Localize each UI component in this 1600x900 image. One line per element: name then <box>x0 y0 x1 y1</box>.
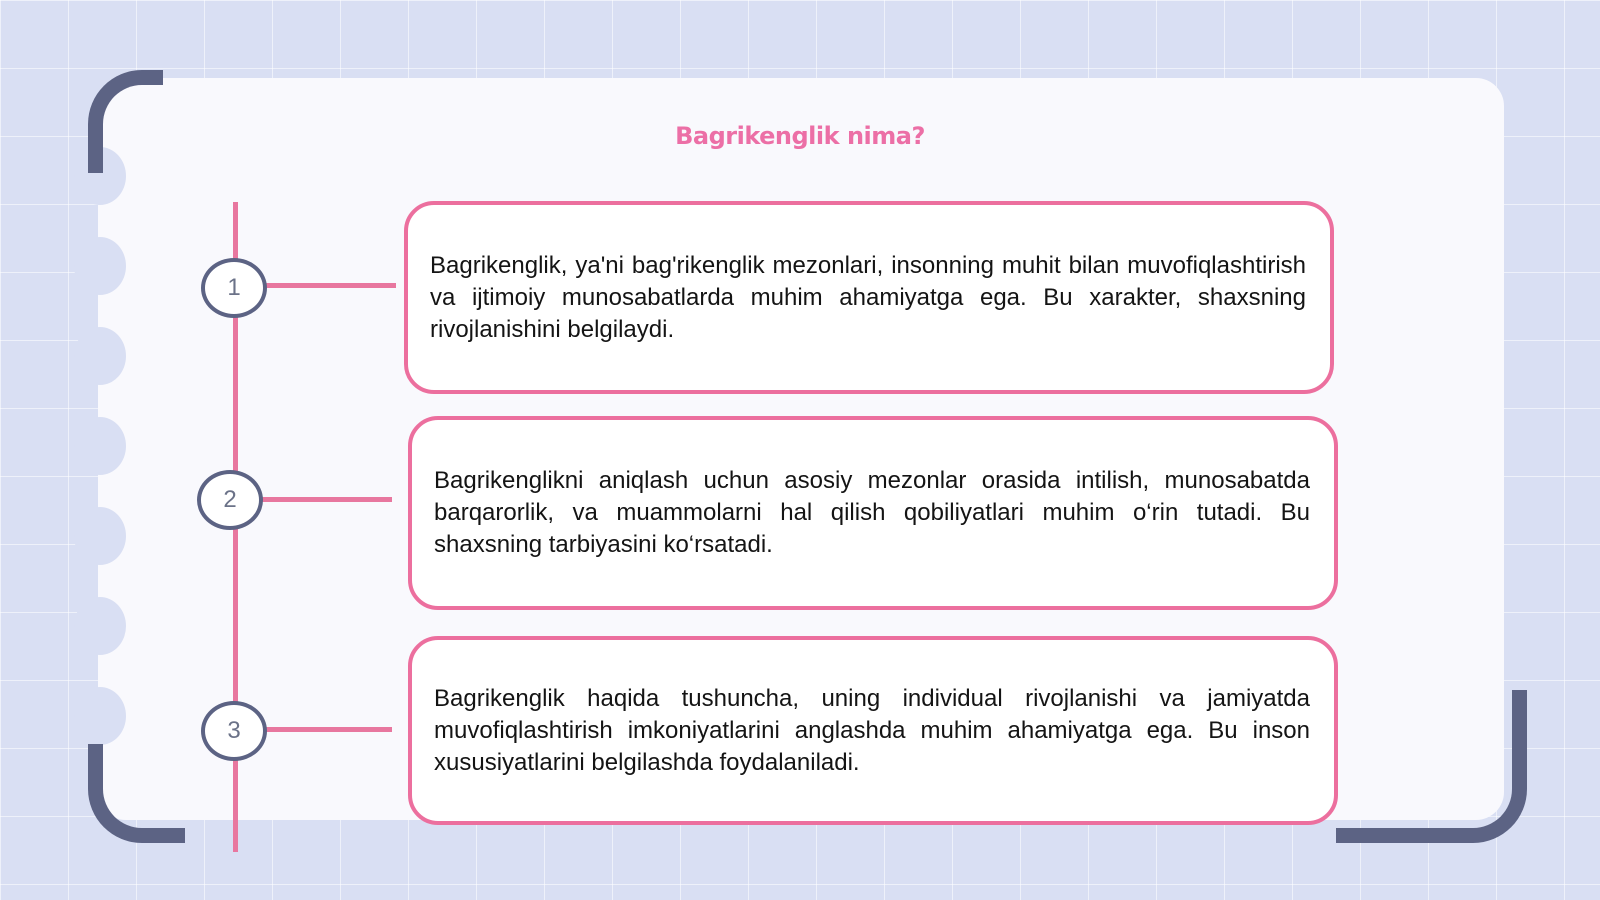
slide-title: Bagrikenglik nima? <box>675 122 925 150</box>
timeline-connector <box>262 497 392 502</box>
text-card-2 <box>408 416 1338 610</box>
sheet-edge-notch <box>74 237 126 295</box>
step-number-1: 1 <box>201 258 267 318</box>
sheet-edge-notch <box>74 597 126 655</box>
timeline-connector <box>266 727 392 732</box>
text-card-1 <box>404 201 1334 394</box>
card-text: Bagrikenglikni aniqlash uchun asosiy mezonlar orasida intilish, munosabatda barqarorlik, va muammolarni hal qilish qobiliyatlari muhim o‘rin tutadi. Bu shaxsning tarbiyasini ko‘rsatadi. <box>434 467 1310 558</box>
step-number-2: 2 <box>197 470 263 530</box>
sheet-edge-notch <box>74 507 126 565</box>
sheet-edge-notch <box>74 417 126 475</box>
timeline-connector <box>266 283 396 288</box>
card-text: Bagrikenglik haqida tushuncha, uning individual rivojlanishi va jamiyatda muvofiqlashtirish imkoniyatlarini anglashda muhim ahamiyatga ega. Bu inson xususiyatlarini belgilashda foydalaniladi. <box>434 684 1310 776</box>
corner-bracket-bottom-left <box>88 744 185 843</box>
corner-bracket-bottom-right <box>1336 690 1527 843</box>
text-card-3 <box>408 636 1338 825</box>
card-text: Bagrikenglik, ya'ni bag'rikenglik mezonlari, insonning muhit bilan muvofiqlashtirish va ijtimoiy munosabatlarda muhim ahamiyatga ega. Bu xarakter, shaxsning rivojlanishini belgilaydi. <box>430 251 1306 343</box>
sheet-edge-notch <box>74 327 126 385</box>
sheet-edge-notch <box>74 687 126 745</box>
step-number-3: 3 <box>201 701 267 761</box>
